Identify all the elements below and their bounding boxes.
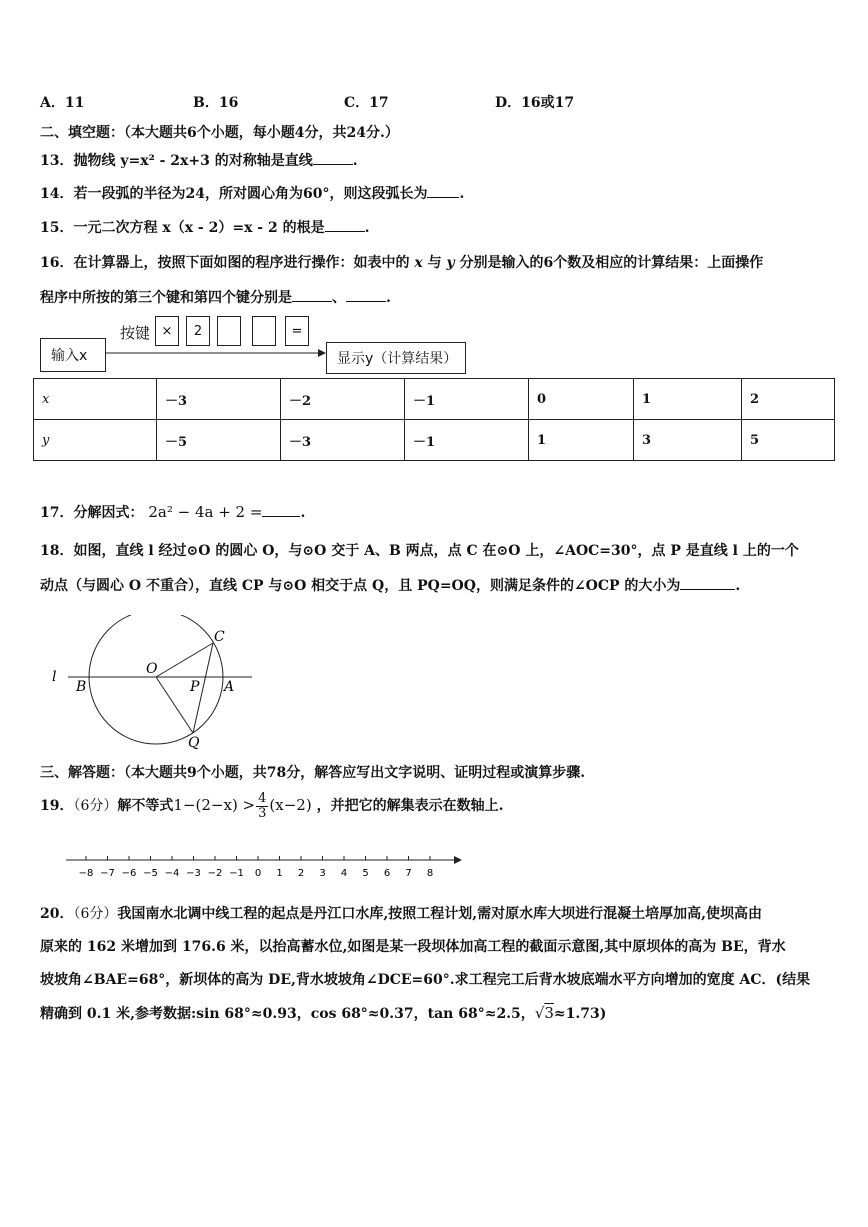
q18-number: 18．	[40, 543, 74, 559]
label-c: C	[214, 629, 225, 645]
q14-blank	[427, 197, 459, 198]
number-line-tick-label: −7	[100, 868, 115, 879]
section3-title: 三、解答题：（本大题共9个小题，共78分，解答应写出文字说明、证明过程或演算步骤.	[40, 765, 586, 781]
q18-blank	[680, 589, 735, 590]
q15-blank	[325, 231, 365, 232]
q13-blank	[313, 164, 353, 165]
number-line-tick-label: 7	[405, 868, 412, 879]
y-cell: －5	[157, 420, 281, 461]
q20-line1	[40, 898, 830, 931]
q16-text-a: 在计算器上，按照下面如图的程序进行操作：如表中的	[73, 255, 410, 271]
y-cell: 5	[742, 420, 835, 461]
number-line-tick-label: 2	[297, 868, 305, 879]
circle-o	[89, 615, 223, 744]
choice-b: B．16	[193, 95, 239, 111]
number-line-tick-label: 3	[319, 868, 326, 879]
number-line-tick-label: 5	[362, 868, 369, 879]
x-cell: －3	[157, 379, 281, 420]
q19-number: 19．	[40, 798, 74, 814]
question-15	[40, 217, 369, 237]
question-18-line2	[40, 575, 740, 595]
key-times: ×	[155, 316, 179, 346]
q20-line4	[40, 997, 830, 1031]
question-20	[40, 898, 830, 1031]
q19-frac-den: 3	[258, 805, 267, 821]
q19-ineq-left: 1−(2−x) >	[173, 796, 256, 814]
number-line-tick-label: 8	[426, 868, 434, 879]
key-two: 2	[186, 316, 210, 346]
q17-expression: 2a² − 4a + 2 =	[148, 503, 263, 521]
q16-number: 16．	[40, 255, 74, 271]
number-line-tick-label: −4	[164, 868, 180, 879]
number-line-tick-label: −8	[78, 868, 94, 879]
question-13	[40, 150, 358, 170]
q16-blank-2	[346, 301, 386, 302]
number-line-arrow	[454, 856, 462, 864]
label-a: A	[224, 679, 235, 695]
number-line-tick-label: −1	[229, 868, 244, 879]
y-header: y	[34, 420, 157, 461]
label-b: B	[76, 679, 87, 695]
q20-line2: 原来的 162 米增加到 176.6 米，以抬高蓄水位,如图是某一段坝体加高工程的截面示意图,其中原坝体的高为 BE，背水	[40, 939, 786, 955]
x-cell: 0	[529, 379, 634, 420]
q17-text: 分解因式：	[73, 505, 144, 521]
number-line-tick-label: 6	[383, 868, 391, 879]
q18-line2: 动点（与圆心 O 不重合），直线 CP 与⊙O 相交于点 Q，且 PQ=OQ，则满足条件的∠OCP 的大小为	[40, 578, 681, 594]
q20-score: （6分）	[73, 906, 118, 922]
number-line	[60, 850, 470, 884]
y-cell: －3	[281, 420, 405, 461]
q15-number: 15．	[40, 220, 74, 236]
y-cell: 3	[634, 420, 742, 461]
q20-line3: 坡坡角∠BAE=68°，新坝体的高为 DE,背水坡坡角∠DCE=60°.求工程完工后背水坡底端水平方向增加的宽度 AC．(结果	[40, 972, 811, 988]
label-p: P	[190, 679, 200, 695]
table-row-y	[34, 420, 835, 461]
table-row-x	[34, 379, 835, 420]
q16-text-c: 分别是输入的6个数及相应的计算结果：上面操作	[459, 255, 764, 271]
keys-label: 按键	[120, 324, 151, 342]
q16-blank-1	[292, 301, 332, 302]
q19-text-b: ，并把它的解集表示在数轴上.	[316, 798, 504, 814]
q20-sqrt: √3	[534, 1004, 554, 1022]
q19-score: （6分）	[73, 798, 118, 814]
label-o: O	[146, 661, 158, 677]
xy-table	[33, 378, 835, 461]
q19-frac-num: 4	[258, 790, 267, 806]
q14-number: 14．	[40, 186, 74, 202]
q16-line2-text: 程序中所按的第三个键和第四个键分别是	[40, 290, 292, 306]
output-box: 显示y（计算结果）	[326, 342, 466, 374]
q16-y-var: y	[446, 255, 455, 271]
q13-tail: .	[352, 153, 358, 169]
q13-number: 13．	[40, 153, 74, 169]
choice-c: C．17	[344, 95, 389, 111]
q17-tail: .	[300, 505, 306, 521]
question-18-line1	[40, 540, 799, 560]
q14-tail: .	[459, 186, 465, 202]
label-q: Q	[188, 735, 200, 751]
q16-sep: 、	[332, 290, 346, 306]
x-cell: 1	[634, 379, 742, 420]
y-cell: －1	[405, 420, 529, 461]
q16-text-b: 与	[427, 255, 442, 271]
q20-number: 20．	[40, 906, 74, 922]
q15-text: 一元二次方程 x（x - 2）=x - 2 的根是	[73, 220, 325, 236]
number-line-tick-label: 4	[340, 868, 348, 879]
segment-oc	[156, 643, 213, 677]
q19-fraction	[256, 792, 268, 821]
question-16-line2	[40, 287, 391, 307]
q13-text: 抛物线 y=x² - 2x+3 的对称轴是直线	[73, 153, 313, 169]
q20-sqrt-value: 3	[544, 1004, 554, 1022]
number-line-tick-label: −5	[143, 868, 158, 879]
number-line-tick-label: 1	[276, 868, 283, 879]
input-box: 输入x	[40, 338, 106, 372]
key-equals: =	[285, 316, 309, 346]
q19-ineq-right: (x−2)	[269, 796, 312, 814]
q20-line1-text: 我国南水北调中线工程的起点是丹江口水库,按照工程计划,需对原水库大坝进行混凝土培厚加高,使坝高由	[117, 906, 763, 922]
number-line-tick-label: −6	[121, 868, 137, 879]
x-cell: －2	[281, 379, 405, 420]
q16-x-var: x	[414, 255, 423, 271]
q17-number: 17．	[40, 505, 74, 521]
q17-blank	[262, 516, 300, 517]
question-19	[40, 790, 503, 821]
q20-line4-b: ≈1.73)	[553, 1006, 607, 1022]
q16-tail: .	[386, 290, 391, 306]
calculator-flow-diagram	[0, 310, 868, 380]
section2-title: 二、填空题：（本大题共6个小题，每小题4分，共24分.）	[40, 125, 399, 141]
label-l: l	[52, 669, 57, 685]
number-line-tick-label: 0	[254, 868, 262, 879]
choice-d: D．16或17	[495, 95, 575, 111]
x-cell: 2	[742, 379, 835, 420]
number-line-tick-label: −3	[186, 868, 201, 879]
choice-a: A．11	[40, 95, 85, 111]
question-17	[40, 502, 305, 522]
question-14	[40, 183, 464, 203]
q14-text: 若一段弧的半径为24，所对圆心角为60°，则这段弧长为	[73, 186, 428, 202]
x-cell: －1	[405, 379, 529, 420]
circle-figure	[40, 615, 270, 755]
q19-text-a: 解不等式	[117, 798, 174, 814]
number-line-tick-label: −2	[207, 868, 223, 879]
question-16-line1	[40, 252, 763, 272]
segment-oq	[156, 677, 193, 733]
q18-line1: 如图，直线 l 经过⊙O 的圆心 O，与⊙O 交于 A、B 两点，点 C 在⊙O 上，∠AOC=30°，点 P 是直线 l 上的一个	[73, 543, 799, 559]
q18-tail: .	[735, 578, 741, 594]
y-cell: 1	[529, 420, 634, 461]
q20-line4-a: 精确到 0.1 米,参考数据:sin 68°≈0.93，cos 68°≈0.37，tan 68°≈2.5，	[40, 1006, 535, 1022]
x-header: x	[34, 379, 157, 420]
q15-tail: .	[364, 220, 370, 236]
